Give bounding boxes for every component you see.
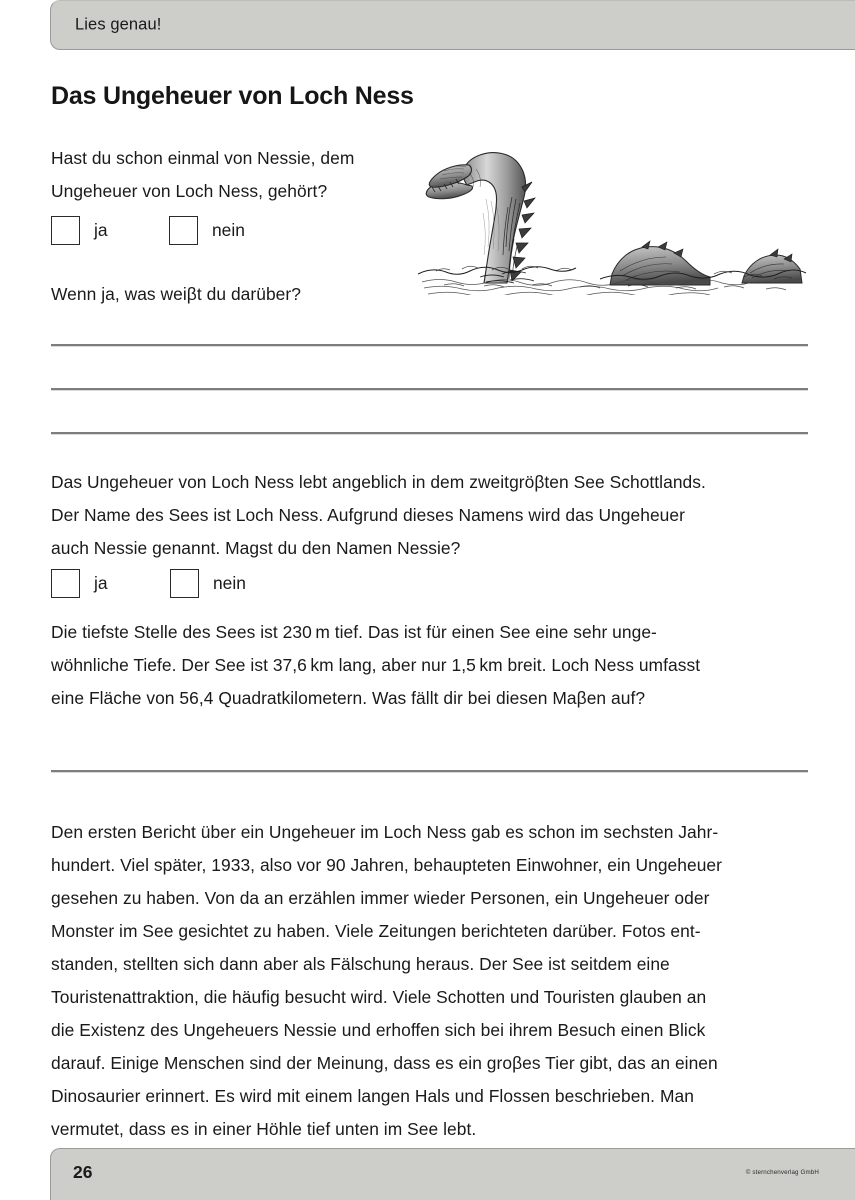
paragraph-history-line: darauf. Einige Menschen sind der Meinung, dass es ein groβes Tier gibt, das an einen	[51, 1053, 718, 1073]
writing-line[interactable]	[51, 388, 808, 391]
writing-line[interactable]	[51, 432, 808, 435]
checkbox-ja[interactable]	[51, 216, 80, 245]
checkbox-option-ja[interactable]	[51, 569, 108, 598]
header-banner	[50, 0, 855, 50]
followup-question-line: Wenn ja, was weiβt du darüber?	[51, 284, 301, 304]
checkbox-label-ja: ja	[94, 219, 108, 240]
loch-ness-monster-illustration	[414, 143, 810, 295]
paragraph-measurements-line: wöhnliche Tiefe. Der See ist 37,6 km lang, aber nur 1,5 km breit. Loch Ness umfasst	[51, 655, 701, 675]
copyright-notice: © sternchenverlag GmbH	[745, 1169, 819, 1176]
followup-question	[51, 278, 301, 311]
page-title: Das Ungeheuer von Loch Ness	[51, 82, 414, 110]
paragraph-lake	[51, 466, 706, 565]
checkbox-label-nein: nein	[213, 572, 246, 593]
checkbox-label-nein: nein	[212, 219, 245, 240]
loch-ness-monster-drawing	[414, 143, 810, 295]
intro-question-line: Hast du schon einmal von Nessie, dem	[51, 148, 355, 168]
intro-question	[51, 142, 354, 208]
page-number: 26	[73, 1162, 93, 1182]
checkbox-option-ja[interactable]	[51, 216, 108, 245]
paragraph-history-line: standen, stellten sich dann aber als Fälschung heraus. Der See ist seitdem eine	[51, 954, 670, 974]
footer-banner	[50, 1148, 855, 1200]
checkbox-nein[interactable]	[170, 569, 199, 598]
checkbox-row-intro	[51, 216, 351, 246]
header-banner-label: Lies genau!	[75, 15, 162, 34]
checkbox-ja[interactable]	[51, 569, 80, 598]
paragraph-history-line: die Existenz des Ungeheuers Nessie und erhoffen sich bei ihrem Besuch einen Blick	[51, 1020, 706, 1040]
checkbox-row-name	[51, 569, 351, 599]
paragraph-measurements-line: eine Fläche von 56,4 Quadratkilometern. Was fällt dir bei diesen Maβen auf?	[51, 688, 646, 708]
paragraph-measurements-line: Die tiefste Stelle des Sees ist 230 m tief. Das ist für einen See eine sehr unge-	[51, 622, 657, 642]
checkbox-option-nein[interactable]	[169, 216, 245, 245]
paragraph-lake-line: Das Ungeheuer von Loch Ness lebt angeblich in dem zweitgröβten See Schottlands.	[51, 472, 706, 492]
paragraph-history-line: vermutet, dass es in einer Höhle tief unten im See lebt.	[51, 1119, 477, 1139]
paragraph-history-line: Dinosaurier erinnert. Es wird mit einem langen Hals und Flossen beschrieben. Man	[51, 1086, 694, 1106]
monster-hump-right	[742, 255, 802, 283]
paragraph-lake-line: auch Nessie genannt. Magst du den Namen Nessie?	[51, 538, 461, 558]
checkbox-option-nein[interactable]	[170, 569, 246, 598]
monster-hump-middle	[610, 247, 710, 285]
monster-snout	[429, 165, 471, 187]
paragraph-history-line: Den ersten Bericht über ein Ungeheuer im Loch Ness gab es schon im sechsten Jahr-	[51, 822, 719, 842]
paragraph-history	[51, 816, 722, 1146]
paragraph-history-line: Touristenattraktion, die häufig besucht wird. Viele Schotten und Touristen glauben an	[51, 987, 707, 1007]
intro-question-line: Ungeheuer von Loch Ness, gehört?	[51, 181, 328, 201]
paragraph-history-line: Monster im See gesichtet zu haben. Viele Zeitungen berichteten darüber. Fotos ent-	[51, 921, 701, 941]
writing-line[interactable]	[51, 344, 808, 347]
paragraph-history-line: gesehen zu haben. Von da an erzählen immer wieder Personen, ein Ungeheuer oder	[51, 888, 710, 908]
checkbox-nein[interactable]	[169, 216, 198, 245]
writing-line[interactable]	[51, 770, 808, 773]
paragraph-history-line: hundert. Viel später, 1933, also vor 90 Jahren, behaupteten Einwohner, ein Ungeheuer	[51, 855, 722, 875]
checkbox-label-ja: ja	[94, 572, 108, 593]
paragraph-lake-line: Der Name des Sees ist Loch Ness. Aufgrund dieses Namens wird das Ungeheuer	[51, 505, 685, 525]
paragraph-measurements	[51, 616, 700, 715]
